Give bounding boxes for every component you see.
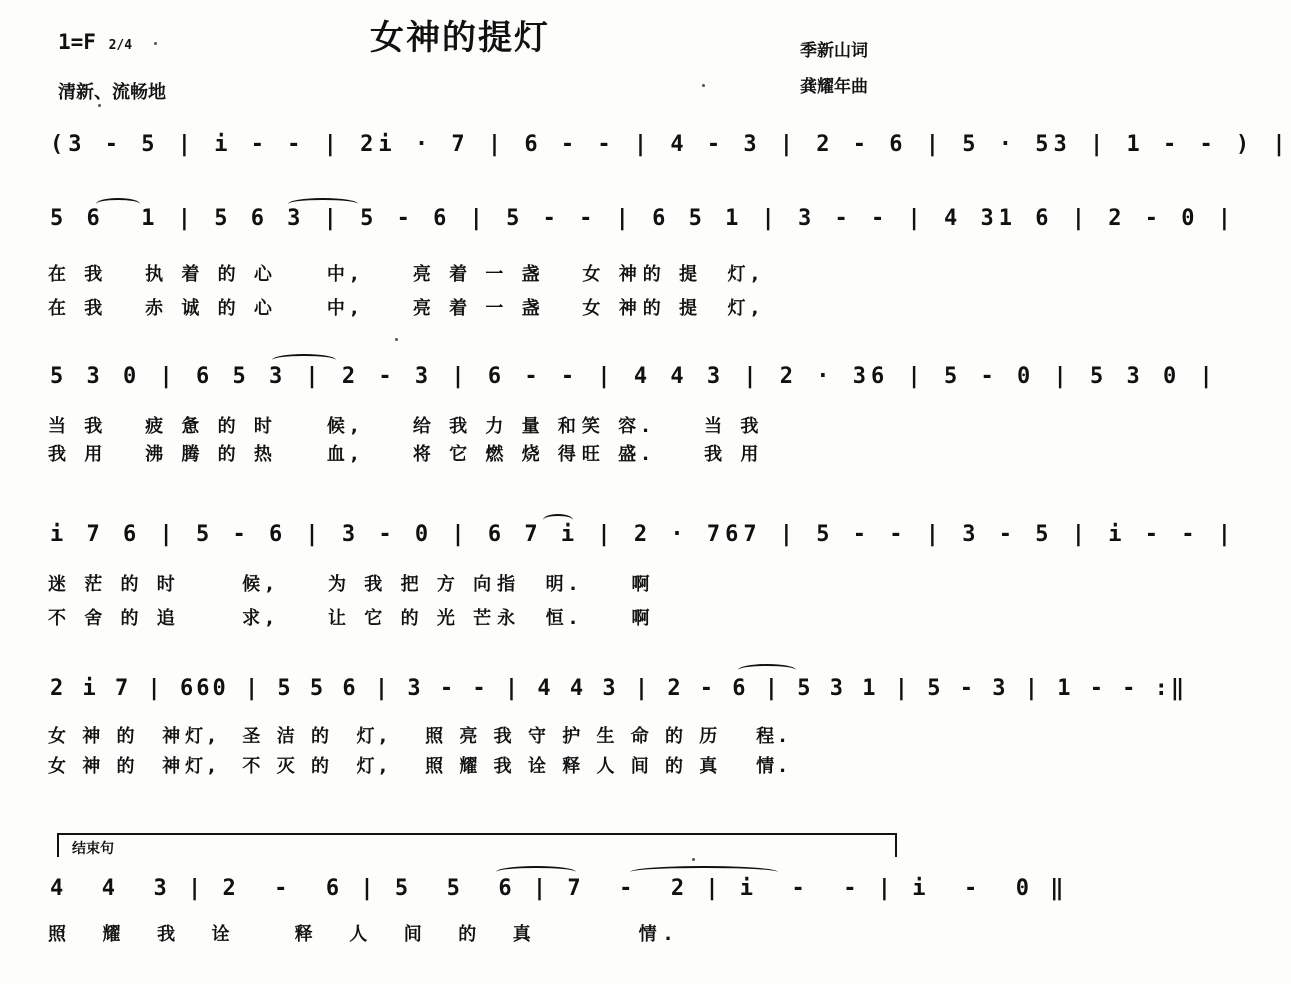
staff-row-1: 5 6 1 | 5 6 3 | 5 - 6 | 5 - - | 6 5 1 | 3 - - | 4 31 6 | 2 - 0 | bbox=[50, 206, 1236, 231]
key-signature bbox=[58, 30, 132, 54]
staff-intro: (3 - 5 | i - - | 2i · 7 | 6 - - | 4 - 3 | 2 - 6 | 5 · 53 | 1 - - ) | bbox=[50, 132, 1291, 157]
coda-bracket bbox=[57, 833, 897, 857]
key-text: 1=F bbox=[58, 30, 109, 54]
scan-speck bbox=[98, 104, 101, 107]
song-title: 女神的提灯 bbox=[370, 18, 550, 58]
staff-row-3: i 7 6 | 5 - 6 | 3 - 0 | 6 7 i | 2 · 767 | 5 - - | 3 - 5 | i - - | bbox=[50, 522, 1236, 547]
lyric-row-3-verse-2: 不 舍 的 追 求, 让 它 的 光 芒永 恒. 啊 bbox=[48, 608, 656, 629]
lyric-coda: 照 耀 我 诠 释 人 间 的 真 情. bbox=[48, 924, 680, 945]
lyric-row-1-verse-2: 在 我 赤 诚 的 心 中, 亮 着 一 盏 女 神的 提 灯, bbox=[48, 298, 765, 319]
time-signature: 2/4 bbox=[108, 38, 133, 53]
scan-speck bbox=[702, 84, 705, 87]
scan-speck bbox=[154, 42, 157, 45]
lyric-row-3-verse-1: 迷 茫 的 时 候, 为 我 把 方 向指 明. 啊 bbox=[48, 574, 656, 595]
lyric-row-2-verse-1: 当 我 疲 惫 的 时 候, 给 我 力 量 和笑 容. 当 我 bbox=[48, 416, 765, 437]
lyric-row-1-verse-1: 在 我 执 着 的 心 中, 亮 着 一 盏 女 神的 提 灯, bbox=[48, 264, 765, 285]
staff-row-2: 5 3 0 | 6 5 3 | 2 - 3 | 6 - - | 4 4 3 | 2 · 36 | 5 - 0 | 5 3 0 | bbox=[50, 364, 1218, 389]
staff-coda: 4 4 3 | 2 - 6 | 5 5 6 | 7 - 2 | i - - | i - 0 ‖ bbox=[50, 876, 1068, 901]
lyricist-credit: 季新山词 bbox=[800, 41, 868, 61]
composer-credit: 龚耀年曲 bbox=[800, 77, 868, 97]
scan-speck bbox=[395, 338, 398, 341]
scan-speck bbox=[692, 858, 695, 861]
lyric-row-4-verse-2: 女 神 的 神灯, 不 灭 的 灯, 照 耀 我 诠 释 人 间 的 真 情. bbox=[48, 756, 791, 777]
staff-row-4: 2 i 7 | 660 | 5 5 6 | 3 - - | 4 4 3 | 2 - 6 | 5 3 1 | 5 - 3 | 1 - - :‖ bbox=[50, 676, 1188, 701]
tempo-marking: 清新、流畅地 bbox=[58, 82, 166, 103]
coda-label: 结束句 bbox=[72, 841, 114, 857]
lyric-row-4-verse-1: 女 神 的 神灯, 圣 洁 的 灯, 照 亮 我 守 护 生 命 的 历 程. bbox=[48, 726, 791, 747]
slur bbox=[738, 664, 796, 676]
lyric-row-2-verse-2: 我 用 沸 腾 的 热 血, 将 它 燃 烧 得旺 盛. 我 用 bbox=[48, 444, 765, 465]
